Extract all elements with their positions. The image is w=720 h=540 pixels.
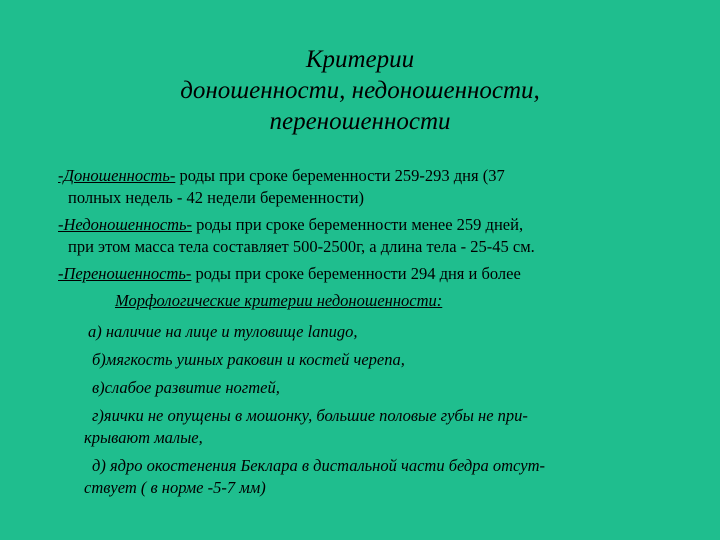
definition-line [58,214,703,236]
definition-continuation: при этом масса тела составляет 500-2500г, а длина тела - 25-45 см. [68,237,535,256]
definition-term: -Недоношенность- [58,215,192,234]
slide-body [58,165,703,505]
criterion-text: в)слабое развитие ногтей, [92,378,280,397]
criterion-continuation: крывают малые, [84,428,203,447]
criterion-text: б)мягкость ушных раковин и костей черепа, [92,350,405,369]
criterion-text: д) ядро окостенения Беклара в дистальной части бедра отсут- [92,456,545,475]
definition-line [58,165,703,187]
definition-text: роды при сроке беременности 294 дня и более [191,264,521,283]
slide-title [0,44,720,137]
definition-text: роды при сроке беременности менее 259 дней, [192,215,524,234]
criterion-item [88,349,703,371]
criterion-text: а) наличие на лице и туловище lanugo, [88,322,358,341]
criteria-heading: Морфологические критерии недоношенности: [115,291,443,310]
definition-term: -Переношенность- [58,264,192,283]
title-line: переношенности [269,108,451,135]
criterion-item [84,455,703,499]
definition-line [58,263,703,285]
definition-preterm-birth [58,214,703,258]
definition-postterm-birth [58,263,703,285]
definition-continuation: полных недель - 42 недели беременности) [68,188,365,207]
definition-text: роды при сроке беременности 259-293 дня (37 [175,166,505,185]
criterion-item [88,377,703,399]
criterion-item [84,405,703,449]
criterion-continuation: ствует ( в норме -5-7 мм) [84,478,266,497]
criterion-text: г)яички не опущены в мошонку, большие половые губы не при- [92,406,528,425]
title-line: доношенности, недоношенности, [180,77,540,104]
criterion-item [88,321,703,343]
definition-term: -Доношенность- [58,166,176,185]
definition-term-birth [58,165,703,209]
title-line: Критерии [305,46,415,73]
